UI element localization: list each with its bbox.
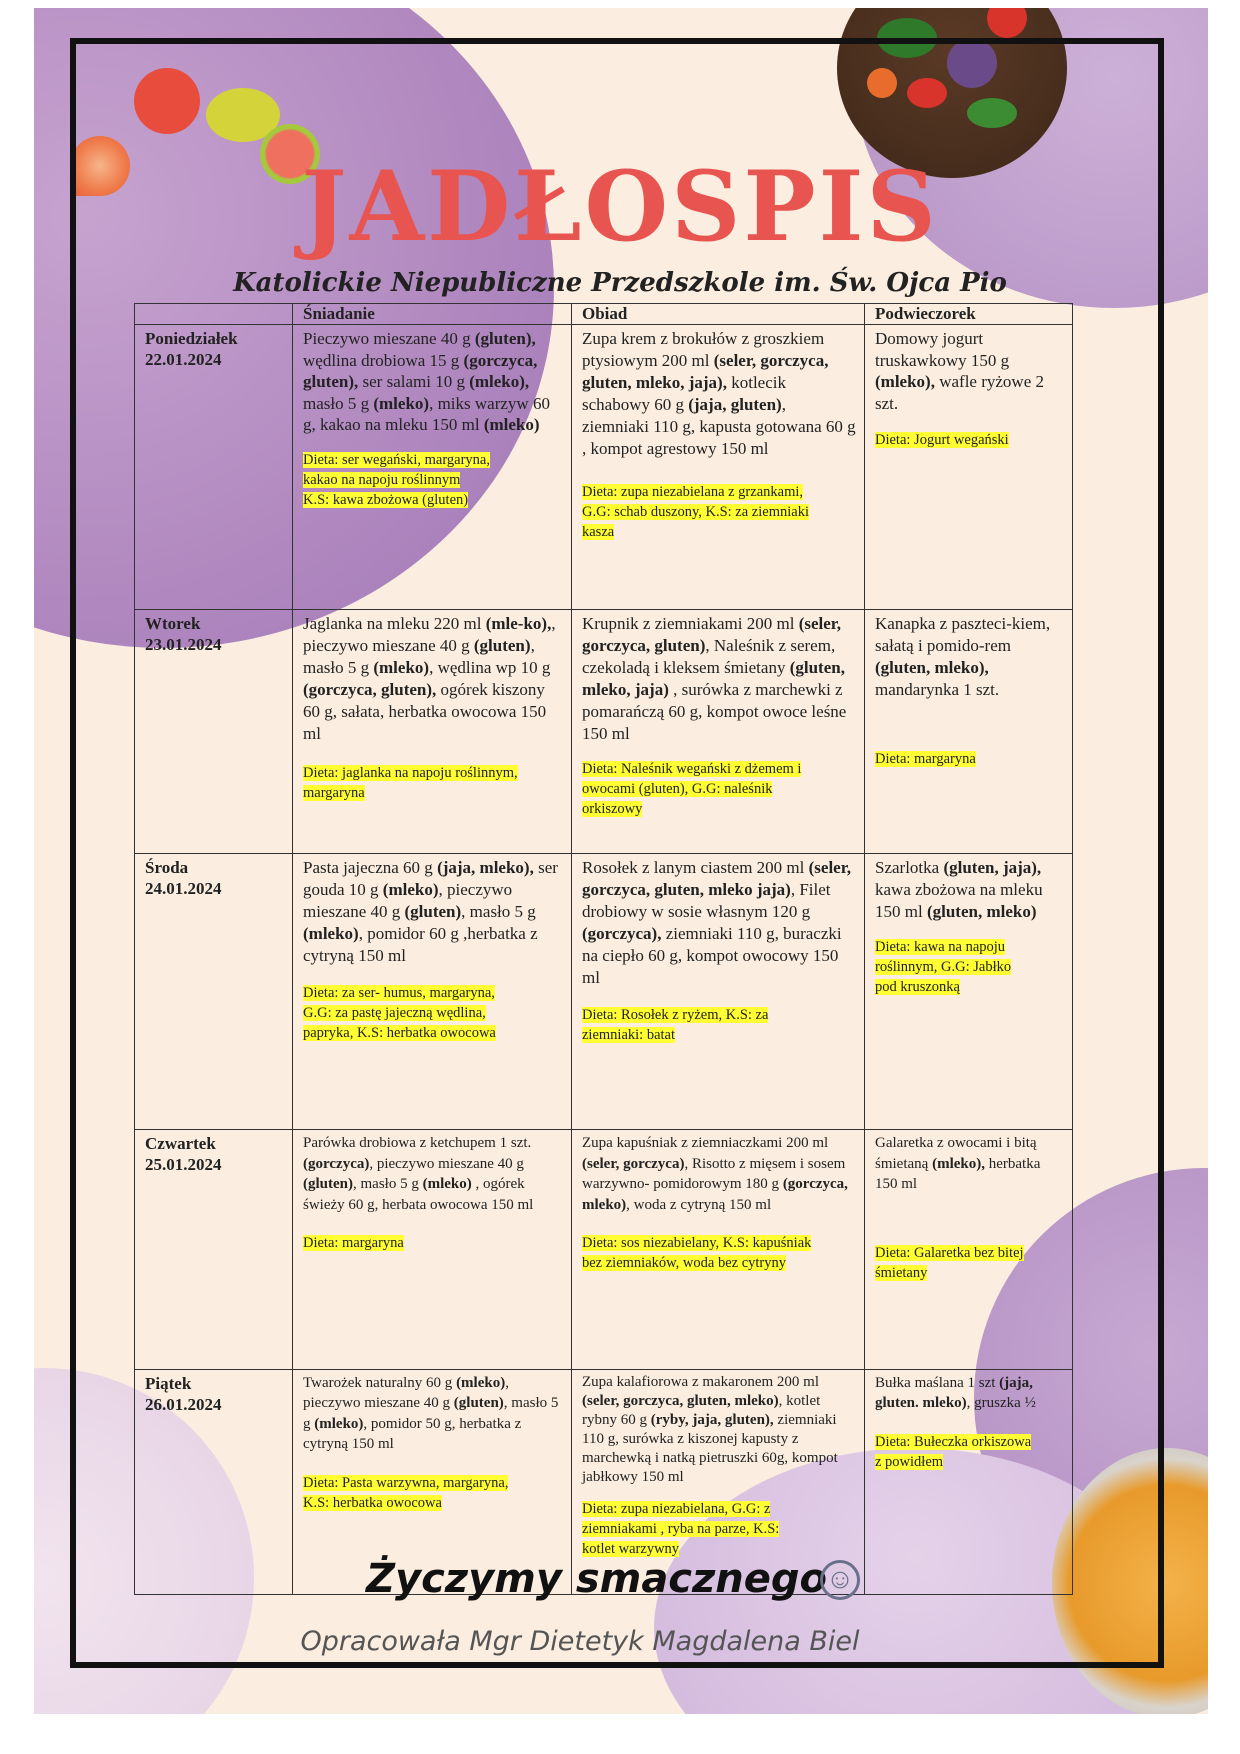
meal-text: mandarynka 1 szt. xyxy=(875,679,1000,699)
footer-wish: Życzymy smacznego xyxy=(366,1556,828,1602)
meal-text: Twarożek naturalny 60 g xyxy=(303,1374,457,1391)
allergen-text: (mleko) xyxy=(303,923,359,943)
meal-text: Kanapka z paszteci-kiem, sałatą i pomido-rem xyxy=(875,613,1051,655)
header-row xyxy=(135,304,1073,325)
page-subtitle: Katolickie Niepubliczne Przedszkole im. Św. Ojca Pio xyxy=(233,268,1007,298)
meal-text: ziemniaki 110 g, buraczki na ciepło 60 g, kompot owocowy 150 ml xyxy=(582,923,842,987)
column-header-snack: Podwieczorek xyxy=(865,304,1073,325)
allergen-text: (mleko), xyxy=(932,1155,985,1172)
table-row xyxy=(135,609,1073,853)
meal-text: masło 5 g xyxy=(303,393,374,413)
meal-text: , gruszka ½ xyxy=(966,1395,1036,1412)
allergen-text: (gluten) xyxy=(453,1395,504,1412)
lunch-cell xyxy=(572,1130,865,1369)
diet-note: Dieta: Galaretka bez bitej xyxy=(875,1244,1024,1261)
meal-text: ogórek kiszony 60 g, sałata, herbatka owocowa 150 ml xyxy=(303,679,547,743)
meal-text: Domowy jogurt truskawkowy 150 g xyxy=(875,329,1010,370)
meal-text: Szarlotka xyxy=(875,857,944,877)
page-title: JADŁOSPIS xyxy=(301,150,939,263)
meal-text: Rosołek z lanym ciastem 200 ml xyxy=(582,857,809,877)
day-cell: Wtorek 23.01.2024 xyxy=(135,609,293,853)
meal-text: , Naleśnik z serem, czekoladą i kleksem śmietany xyxy=(582,635,836,677)
allergen-text: (gluten, jaja), xyxy=(943,857,1042,877)
diet-note: kasza xyxy=(582,524,615,541)
diet-note: śmietany xyxy=(875,1264,928,1281)
allergen-text: (gluten) xyxy=(404,901,462,921)
diet-note: Dieta: Bułeczka orkiszowa xyxy=(875,1433,1032,1450)
meal-text: Krupnik z ziemniakami 200 ml xyxy=(582,613,799,633)
breakfast-cell xyxy=(293,609,572,853)
table-row xyxy=(135,1130,1073,1369)
table-row xyxy=(135,853,1073,1129)
diet-note: Dieta: zupa niezabielana z grzankami, xyxy=(582,484,804,501)
meal-text: Parówka drobiowa z ketchupem 1 szt. xyxy=(303,1135,532,1152)
snack-cell xyxy=(865,609,1073,853)
meal-text: Bułka maślana 1 szt xyxy=(875,1374,1000,1391)
allergen-text: (gorczyca) xyxy=(303,1155,370,1172)
meal-text: , ogórek świeży 60 g, herbata owocowa 150 ml xyxy=(303,1176,534,1213)
diet-note: Dieta: Naleśnik wegański z dżemem i xyxy=(582,760,802,777)
menu-table xyxy=(134,303,1073,1595)
allergen-text: (gorczyca, mleko) xyxy=(582,1176,848,1213)
allergen-text: (gluten), xyxy=(474,329,536,349)
snack-cell xyxy=(865,325,1073,610)
day-cell: Poniedziałek 22.01.2024 xyxy=(135,325,293,610)
column-header-lunch: Obiad xyxy=(572,304,865,325)
lunch-cell xyxy=(572,609,865,853)
meal-text: herbatka 150 ml xyxy=(875,1155,1041,1193)
diet-note: Dieta: jaglanka na napoju roślinnym, xyxy=(303,764,518,781)
allergen-text: (mleko) xyxy=(422,1176,472,1193)
diet-note: Dieta: kawa na napoju xyxy=(875,938,1006,955)
meal-text: Zupa kapuśniak z ziemniaczkami 200 ml xyxy=(582,1135,829,1152)
diet-note: K.S: kawa zbożowa (gluten) xyxy=(303,491,469,508)
allergen-text: (gorczyca, gluten), xyxy=(303,679,437,699)
diet-note: Dieta: Jogurt wegański xyxy=(875,432,1009,449)
diet-note: bez ziemniaków, woda bez cytryny xyxy=(582,1255,786,1272)
allergen-text: (mleko) xyxy=(373,393,430,413)
allergen-text: (seler, gorczyca, gluten) xyxy=(582,613,842,655)
diet-note: Dieta: zupa niezabielana, G.G: z xyxy=(582,1500,771,1517)
day-cell: Środa 24.01.2024 xyxy=(135,853,293,1129)
footer-author: Opracowała Mgr Dietetyk Magdalena Biel xyxy=(300,1626,860,1657)
meal-text: kotlecik schabowy 60 g xyxy=(582,373,786,415)
allergen-text: (seler, gorczyca, gluten, mleko, jaja), xyxy=(582,351,829,393)
allergen-text: (mleko) xyxy=(483,415,540,435)
allergen-text: (jaja, gluten) xyxy=(688,395,782,415)
meal-text: , pieczywo mieszane 40 g xyxy=(303,613,556,655)
meal-text: , Risotto z mięsem i sosem warzywno- pomidorowym 180 g xyxy=(582,1155,846,1193)
diet-note: Dieta: margaryna xyxy=(875,750,976,767)
diet-note: owocami (gluten), G.G: naleśnik xyxy=(582,780,773,797)
allergen-text: (mleko), xyxy=(469,372,530,392)
meal-text: , miks warzyw 60 g, kakao na mleku 150 ml xyxy=(303,393,550,435)
diet-note: papryka, K.S: herbatka owocowa xyxy=(303,1024,496,1041)
allergen-text: (gluten) xyxy=(473,635,531,655)
diet-note: kotlet warzywny xyxy=(582,1540,680,1557)
day-cell: Czwartek 25.01.2024 xyxy=(135,1130,293,1369)
meal-text: , masło 5 g xyxy=(461,901,536,921)
meal-text: , pieczywo mieszane 40 g xyxy=(369,1155,524,1172)
meal-text: ziemniaki 110 g, surówka z kiszonej kapusty z marchewką i natką pietruszki 60g, kompot jabłkowy 150 ml xyxy=(582,1411,838,1485)
column-header-breakfast: Śniadanie xyxy=(293,304,572,325)
meal-text: wędlina drobiowa 15 g xyxy=(303,350,464,370)
meal-text: ser salami 10 g xyxy=(358,372,470,392)
allergen-text: (seler, gorczyca) xyxy=(582,1155,685,1172)
diet-note: pod kruszonką xyxy=(875,978,960,995)
allergen-text: (mleko) xyxy=(382,879,439,899)
meal-text: , Filet drobiowy w sosie własnym 120 g xyxy=(582,879,831,921)
column-header xyxy=(135,304,293,325)
diet-note: orkiszowy xyxy=(582,800,643,817)
allergen-text: (gorczyca), xyxy=(582,923,662,943)
allergen-text: (gluten) xyxy=(303,1176,353,1193)
meal-text: kawa zbożowa na mleku 150 ml xyxy=(875,879,1043,921)
meal-text: Zupa kalafiorowa z makaronem 200 ml xyxy=(582,1373,819,1390)
diet-note: G.G: schab duszony, K.S: za ziemniaki xyxy=(582,504,809,521)
meal-text: , masło 5 g xyxy=(303,1395,559,1432)
allergen-text: (seler, gorczyca, gluten, mleko) xyxy=(582,1392,779,1409)
meal-text: wafle ryżowe 2 szt. xyxy=(875,372,1044,413)
meal-text: ser gouda 10 g xyxy=(303,857,558,899)
allergen-text: (mleko), xyxy=(875,372,935,392)
meal-text: , pomidor 60 g ,herbatka z cytryną 150 ml xyxy=(303,923,538,965)
lunch-cell xyxy=(572,325,865,610)
diet-note: Dieta: margaryna xyxy=(303,1235,404,1252)
allergen-text: (mleko) xyxy=(314,1415,364,1432)
meal-text: , pomidor 50 g, herbatka z cytryną 150 ml xyxy=(303,1415,522,1453)
allergen-text: (jaja, gluten. mleko) xyxy=(875,1374,1033,1412)
allergen-text: (seler, gorczyca, gluten, mleko jaja) xyxy=(582,857,851,899)
snack-cell xyxy=(865,1369,1073,1594)
allergen-text: (mleko) xyxy=(373,657,430,677)
diet-note: Dieta: ser wegański, margaryna, xyxy=(303,451,490,468)
allergen-text: (gluten, mleko) xyxy=(926,901,1037,921)
meal-text: , masło 5 g xyxy=(303,635,535,677)
allergen-text: (jaja, mleko), xyxy=(437,857,534,877)
diet-note: margaryna xyxy=(303,784,365,801)
diet-note: ziemniaki: batat xyxy=(582,1026,676,1043)
breakfast-cell xyxy=(293,1130,572,1369)
allergen-text: (gluten, mleko, jaja) xyxy=(582,657,845,699)
meal-text: , pieczywo mieszane 40 g xyxy=(303,1374,509,1412)
meal-text: Jaglanka na mleku 220 ml xyxy=(303,613,486,633)
meal-text: , ziemniaki 110 g, kapusta gotowana 60 g , kompot agrestowy 150 ml xyxy=(582,395,856,459)
meal-text: , wędlina wp 10 g xyxy=(429,657,551,677)
allergen-text: (ryby, jaja, gluten), xyxy=(650,1411,774,1428)
diet-note: K.S: herbatka owocowa xyxy=(303,1494,442,1511)
diet-note: roślinnym, G.G: Jabłko xyxy=(875,958,1012,975)
diet-note: ziemniakami , ryba na parze, K.S: xyxy=(582,1520,780,1537)
meal-text: Pieczywo mieszane 40 g xyxy=(303,329,475,349)
table-row xyxy=(135,325,1073,610)
meal-text: , masło 5 g xyxy=(353,1176,423,1193)
lunch-cell xyxy=(572,853,865,1129)
smiley-icon: ☺ xyxy=(820,1560,860,1600)
day-cell: Piątek 26.01.2024 xyxy=(135,1369,293,1594)
diet-note: Dieta: Rosołek z ryżem, K.S: za xyxy=(582,1006,769,1023)
allergen-text: (gluten, mleko), xyxy=(875,657,989,677)
allergen-text: (gorczyca, gluten), xyxy=(303,350,538,392)
breakfast-cell xyxy=(293,853,572,1129)
diet-note: z powidłem xyxy=(875,1453,944,1470)
meal-text: Galaretka z owocami i bitą śmietaną xyxy=(875,1135,1037,1172)
diet-note: G.G: za pastę jajeczną wędlina, xyxy=(303,1004,486,1021)
diet-note: Dieta: sos niezabielany, K.S: kapuśniak xyxy=(582,1235,812,1252)
meal-text: Pasta jajeczna 60 g xyxy=(303,857,438,877)
meal-text: , woda z cytryną 150 ml xyxy=(626,1196,772,1213)
snack-cell xyxy=(865,853,1073,1129)
meal-text: Zupa krem z brokułów z groszkiem ptysiowym 200 ml xyxy=(582,329,825,371)
snack-cell xyxy=(865,1130,1073,1369)
diet-note: kakao na napoju roślinnym xyxy=(303,471,461,488)
meal-text: , surówka z marchewki z pomarańczą 60 g, kompot owoce leśne 150 ml xyxy=(582,679,847,743)
diet-note: Dieta: za ser- humus, margaryna, xyxy=(303,984,495,1001)
meal-text: , pieczywo mieszane 40 g xyxy=(303,879,513,921)
diet-note: Dieta: Pasta warzywna, margaryna, xyxy=(303,1474,509,1491)
breakfast-cell xyxy=(293,325,572,610)
allergen-text: (mle-ko), xyxy=(485,613,552,633)
meal-text: , kotlet rybny 60 g xyxy=(582,1392,821,1428)
allergen-text: (mleko) xyxy=(456,1374,506,1391)
